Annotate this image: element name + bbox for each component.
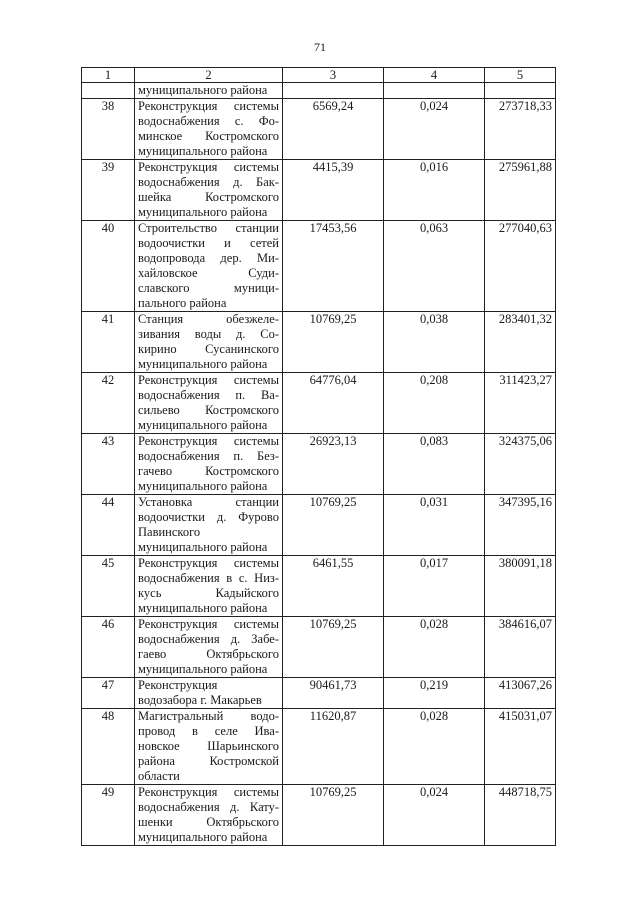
value-col4: 0,028 [384, 709, 485, 785]
row-number: 45 [82, 556, 135, 617]
row-number: 43 [82, 434, 135, 495]
value-col5: 273718,33 [485, 99, 556, 160]
object-name-line: водоснабжения с. Фо- [138, 114, 279, 128]
object-name-line: провод в селе Ива- [138, 724, 279, 738]
object-name-line: Реконструкция системы [138, 617, 279, 631]
object-name [135, 434, 283, 495]
row-number: 41 [82, 312, 135, 373]
row-number: 48 [82, 709, 135, 785]
object-name-line: шейка Костромского [138, 190, 279, 204]
object-name [135, 556, 283, 617]
object-name-line: гачево Костромского [138, 464, 279, 478]
column-header: 2 [135, 68, 283, 83]
object-name-line: района Костромской [138, 754, 279, 768]
object-name-line: водоочистки и сетей [138, 236, 279, 250]
row-number: 46 [82, 617, 135, 678]
continuation-row [82, 83, 556, 99]
object-name-line: муниципального района [138, 540, 268, 554]
object-name-line: водопровода дер. Ми- [138, 251, 279, 265]
object-name-line: Реконструкция системы [138, 556, 279, 570]
object-name [135, 99, 283, 160]
value-col5: 380091,18 [485, 556, 556, 617]
table-row [82, 221, 556, 312]
table-body [82, 83, 556, 846]
row-number: 38 [82, 99, 135, 160]
object-name-line: Магистральный водо- [138, 709, 279, 723]
table-row [82, 434, 556, 495]
object-name-line: кусь Кадыйского [138, 586, 279, 600]
row-number: 39 [82, 160, 135, 221]
object-name-line: муниципального района [138, 144, 268, 158]
continuation-text: муниципального района [135, 83, 283, 99]
table-row [82, 495, 556, 556]
object-name-line: Павинского [138, 525, 201, 539]
row-number: 47 [82, 678, 135, 709]
object-name [135, 785, 283, 846]
object-name-line: пального района [138, 296, 227, 310]
value-col3: 90461,73 [283, 678, 384, 709]
object-name-line: минское Костромского [138, 129, 279, 143]
object-name-line: Реконструкция [138, 678, 218, 692]
object-name-line: сильево Костромского [138, 403, 279, 417]
object-name-line: водоснабжения в с. Низ- [138, 571, 279, 585]
row-number: 40 [82, 221, 135, 312]
value-col5: 275961,88 [485, 160, 556, 221]
value-col5: 277040,63 [485, 221, 556, 312]
value-col4: 0,028 [384, 617, 485, 678]
value-col3: 10769,25 [283, 617, 384, 678]
object-name [135, 312, 283, 373]
table-row [82, 709, 556, 785]
page-number: 71 [314, 40, 326, 54]
object-name-line: водоснабжения д. Забе- [138, 632, 279, 646]
value-col3: 17453,56 [283, 221, 384, 312]
object-name-line: Реконструкция системы [138, 434, 279, 448]
value-col5: 311423,27 [485, 373, 556, 434]
object-name-line: муниципального района [138, 601, 268, 615]
value-col3: 26923,13 [283, 434, 384, 495]
value-col5: 413067,26 [485, 678, 556, 709]
object-name [135, 617, 283, 678]
object-name-line: водоснабжения п. Ва- [138, 388, 279, 402]
value-col4: 0,208 [384, 373, 485, 434]
data-table [81, 67, 556, 846]
object-name-line: муниципального района [138, 479, 268, 493]
value-col4: 0,038 [384, 312, 485, 373]
object-name [135, 709, 283, 785]
value-col3: 4415,39 [283, 160, 384, 221]
value-col3: 64776,04 [283, 373, 384, 434]
object-name-line: Реконструкция системы [138, 373, 279, 387]
row-number: 44 [82, 495, 135, 556]
object-name-line: Станция обезжеле- [138, 312, 279, 326]
object-name-line: хайловское Суди- [138, 266, 279, 280]
object-name-line: водоснабжения п. Без- [138, 449, 279, 463]
table-row [82, 678, 556, 709]
column-header: 1 [82, 68, 135, 83]
object-name-line: муниципального района [138, 205, 268, 219]
object-name-line: водозабора г. Макарьев [138, 693, 262, 707]
value-col4: 0,024 [384, 785, 485, 846]
table-header [82, 68, 556, 83]
object-name-line: водоснабжения д. Бак- [138, 175, 279, 189]
value-col4: 0,024 [384, 99, 485, 160]
object-name-line: зивания воды д. Со- [138, 327, 279, 341]
object-name-line: водоснабжения д. Кату- [138, 800, 279, 814]
value-col4: 0,219 [384, 678, 485, 709]
object-name-line: Реконструкция системы [138, 99, 279, 113]
value-col5: 448718,75 [485, 785, 556, 846]
object-name-line: гаево Октябрьского [138, 647, 279, 661]
object-name-line: муниципального района [138, 662, 268, 676]
table-row [82, 160, 556, 221]
table-row [82, 556, 556, 617]
object-name [135, 373, 283, 434]
value-col5: 347395,16 [485, 495, 556, 556]
value-col5: 415031,07 [485, 709, 556, 785]
value-col4: 0,083 [384, 434, 485, 495]
object-name-line: славского муници- [138, 281, 279, 295]
value-col3: 6569,24 [283, 99, 384, 160]
value-col3: 10769,25 [283, 312, 384, 373]
table-row [82, 99, 556, 160]
value-col4: 0,016 [384, 160, 485, 221]
table-row [82, 785, 556, 846]
table-row [82, 312, 556, 373]
value-col4: 0,063 [384, 221, 485, 312]
value-col3: 10769,25 [283, 785, 384, 846]
table-row [82, 617, 556, 678]
value-col3: 10769,25 [283, 495, 384, 556]
object-name-line: новское Шарьинского [138, 739, 279, 753]
row-number: 49 [82, 785, 135, 846]
row-number: 42 [82, 373, 135, 434]
column-header: 3 [283, 68, 384, 83]
object-name-line: муниципального района [138, 357, 268, 371]
object-name-line: Строительство станции [138, 221, 279, 235]
object-name [135, 495, 283, 556]
object-name-line: муниципального района [138, 418, 268, 432]
object-name-line: водоочистки д. Фурово [138, 510, 279, 524]
value-col4: 0,031 [384, 495, 485, 556]
object-name-line: кирино Сусанинского [138, 342, 279, 356]
value-col3: 11620,87 [283, 709, 384, 785]
object-name [135, 160, 283, 221]
value-col3: 6461,55 [283, 556, 384, 617]
column-header: 4 [384, 68, 485, 83]
table-row [82, 373, 556, 434]
object-name [135, 678, 283, 709]
object-name-line: Реконструкция системы [138, 785, 279, 799]
object-name-line: шенки Октябрьского [138, 815, 279, 829]
object-name-line: Реконструкция системы [138, 160, 279, 174]
value-col5: 384616,07 [485, 617, 556, 678]
value-col5: 283401,32 [485, 312, 556, 373]
object-name-line: области [138, 769, 180, 783]
object-name [135, 221, 283, 312]
value-col4: 0,017 [384, 556, 485, 617]
value-col5: 324375,06 [485, 434, 556, 495]
object-name-line: муниципального района [138, 830, 268, 844]
column-header: 5 [485, 68, 556, 83]
object-name-line: Установка станции [138, 495, 279, 509]
